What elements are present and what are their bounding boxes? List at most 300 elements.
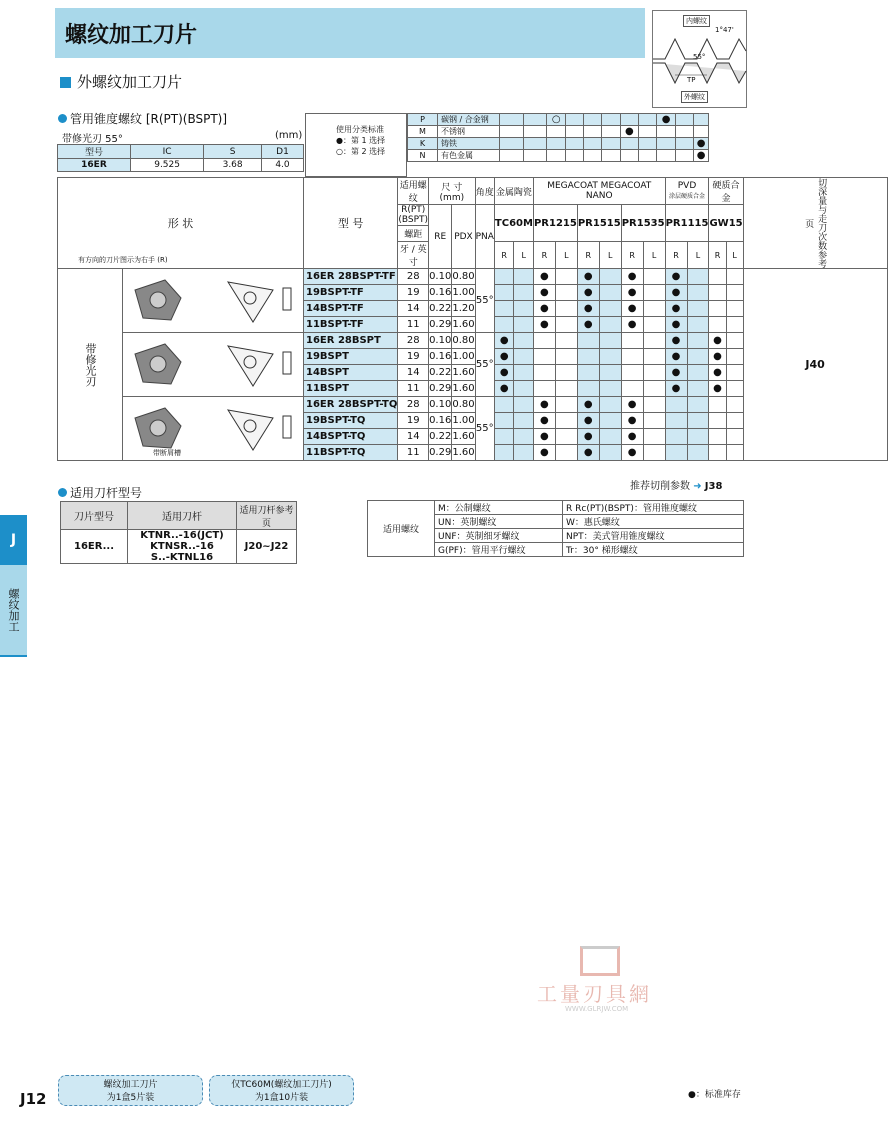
availability-dot xyxy=(577,397,599,413)
reference-page[interactable]: J40 xyxy=(743,269,887,461)
model-code: 19BSPT-TF xyxy=(306,287,364,298)
re-cell: 0.16 xyxy=(429,285,452,301)
re-cell: 0.29 xyxy=(429,317,452,333)
model-cell xyxy=(304,285,398,301)
pna-cell: 55° xyxy=(475,397,494,461)
grade-header: PR1215 xyxy=(533,205,577,242)
legend-item: Tr：30° 梯形螺纹 xyxy=(563,543,744,557)
size-header xyxy=(429,178,476,205)
availability-dot xyxy=(621,413,643,429)
availability-dot xyxy=(577,301,599,317)
section-subtitle xyxy=(60,71,182,92)
pdx-cell: 1.00 xyxy=(452,285,475,301)
availability-cell xyxy=(514,285,534,301)
model-code: 14BSPT xyxy=(306,367,349,378)
availability-dot xyxy=(494,381,514,397)
class-code: K xyxy=(408,138,438,150)
megacoat-header: MEGACOAT MEGACOAT NANO xyxy=(533,178,665,205)
dim-header: 型号 xyxy=(58,145,131,159)
thread-profile-diagram xyxy=(652,10,747,108)
pdx-cell: 1.20 xyxy=(452,301,475,317)
hand-r: R xyxy=(494,242,514,269)
availability-cell xyxy=(514,413,534,429)
holder-header: 适用刀杆 xyxy=(128,502,237,530)
availability-cell xyxy=(555,365,577,381)
re-cell: 0.16 xyxy=(429,349,452,365)
thread-header: 适用螺纹 xyxy=(398,178,429,205)
holder-list xyxy=(128,530,237,564)
availability-cell xyxy=(555,301,577,317)
pvd-sub-text: 涂层硬质合金 xyxy=(669,193,706,200)
model-code: 19BSPT-TQ xyxy=(306,415,366,426)
availability-cell xyxy=(643,269,665,285)
pna-header: PNA xyxy=(475,205,494,269)
pdx-cell: 1.60 xyxy=(452,429,475,445)
hand-l: L xyxy=(599,242,621,269)
availability-cell xyxy=(577,333,599,349)
availability-cell xyxy=(599,365,621,381)
model-code: 28BSPT-TF xyxy=(337,271,396,282)
availability-cell xyxy=(709,445,726,461)
thread-legend-table xyxy=(367,500,744,557)
circle-bullet-icon xyxy=(58,114,67,123)
holder-table xyxy=(60,501,297,564)
pna-cell: 55° xyxy=(475,333,494,397)
availability-cell xyxy=(687,365,709,381)
legend-item: NPT：美式管用锥度螺纹 xyxy=(563,529,744,543)
thread-sub-header: R(PT) (BSPT) xyxy=(398,205,429,225)
availability-cell xyxy=(726,301,743,317)
watermark-name: 工量刃具網 xyxy=(537,982,652,1006)
cermet-header: 金属陶瓷 xyxy=(494,178,533,205)
tab-divider xyxy=(0,655,27,657)
stock-legend: ●：标准库存 xyxy=(688,1090,741,1100)
pitch-cell: 14 xyxy=(398,365,429,381)
class-name: 碳钢 / 合金钢 xyxy=(437,114,499,126)
availability-cell xyxy=(599,349,621,365)
hand-l: L xyxy=(643,242,665,269)
availability-cell xyxy=(687,285,709,301)
availability-dot xyxy=(494,333,514,349)
insert-drawing xyxy=(123,334,303,392)
pitch-cell: 28 xyxy=(398,269,429,285)
grade-header: PR1535 xyxy=(621,205,665,242)
recommend-page: J38 xyxy=(704,481,723,492)
hand-l: L xyxy=(687,242,709,269)
availability-dot xyxy=(533,269,555,285)
availability-cell xyxy=(514,269,534,285)
page-header xyxy=(55,8,645,58)
re-cell: 0.29 xyxy=(429,381,452,397)
insert-drawing xyxy=(123,398,303,456)
availability-cell xyxy=(687,317,709,333)
availability-dot xyxy=(665,365,687,381)
availability-dot xyxy=(665,317,687,333)
holder-item: KTNSR..-16 xyxy=(150,541,214,552)
watermark-logo-icon xyxy=(580,946,620,976)
hand-r: R xyxy=(621,242,643,269)
availability-dot xyxy=(665,285,687,301)
class-code: M xyxy=(408,126,438,138)
holder-header: 刀片型号 xyxy=(61,502,128,530)
re-header: RE xyxy=(429,205,452,269)
insert-image-cell xyxy=(123,333,304,397)
availability-dot xyxy=(665,349,687,365)
shape-header-text: 形 状 xyxy=(167,217,194,230)
section-heading-text: 管用锥度螺纹 [R(PT)(BSPT)] xyxy=(70,112,228,126)
re-cell: 0.10 xyxy=(429,269,452,285)
legend-item: M：公制螺纹 xyxy=(435,501,563,515)
grade-header: TC60M xyxy=(494,205,533,242)
carbide-header: 硬质合金 xyxy=(709,178,743,205)
taper-angle-label: 1°47' xyxy=(715,26,734,34)
pdx-cell: 1.00 xyxy=(452,413,475,429)
size-header-text: 尺 寸 xyxy=(441,182,463,193)
availability-dot xyxy=(709,349,726,365)
availability-cell xyxy=(687,333,709,349)
model-code: 28BSPT-TQ xyxy=(337,399,398,410)
availability-cell xyxy=(665,397,687,413)
legend-item: G(PF)：管用平行螺纹 xyxy=(435,543,563,557)
availability-dot xyxy=(621,317,643,333)
model-cell xyxy=(304,429,398,445)
availability-cell xyxy=(555,429,577,445)
availability-cell xyxy=(643,397,665,413)
grade-header: GW15 xyxy=(709,205,743,242)
availability-cell xyxy=(555,269,577,285)
availability-dot xyxy=(577,445,599,461)
packaging-note-1 xyxy=(58,1075,203,1106)
classify-legend xyxy=(305,113,407,177)
holder-item: KTNR..-16(JCT) xyxy=(140,530,224,541)
availability-cell xyxy=(514,397,534,413)
re-cell: 0.22 xyxy=(429,365,452,381)
availability-cell xyxy=(621,365,643,381)
availability-cell xyxy=(599,413,621,429)
availability-cell xyxy=(709,285,726,301)
availability-cell xyxy=(643,301,665,317)
availability-dot xyxy=(577,269,599,285)
availability-cell xyxy=(494,285,514,301)
availability-dot xyxy=(533,429,555,445)
dim-cell: 16ER xyxy=(58,159,131,172)
availability-cell xyxy=(555,445,577,461)
availability-dot xyxy=(665,381,687,397)
availability-cell xyxy=(555,349,577,365)
angle-header: 角度 xyxy=(475,178,494,205)
model-code: 14BSPT-TQ xyxy=(306,431,366,442)
availability-cell xyxy=(555,413,577,429)
dim-cell: 9.525 xyxy=(130,159,203,172)
edge-note: 带修光刃 55° xyxy=(62,134,123,145)
availability-cell xyxy=(533,349,555,365)
model-prefix: 16ER xyxy=(306,399,335,410)
availability-dot xyxy=(494,365,514,381)
availability-cell xyxy=(599,301,621,317)
shape-header xyxy=(58,178,304,269)
pdx-cell: 0.80 xyxy=(452,269,475,285)
availability-cell xyxy=(577,381,599,397)
material-class-table xyxy=(407,113,709,162)
pdx-header: PDX xyxy=(452,205,475,269)
availability-cell xyxy=(514,445,534,461)
model-code: 28BSPT xyxy=(337,335,381,346)
availability-dot xyxy=(577,317,599,333)
availability-cell xyxy=(577,349,599,365)
availability-cell xyxy=(709,317,726,333)
holder-header: 适用刀杆参考页 xyxy=(237,502,297,530)
availability-cell xyxy=(533,365,555,381)
availability-cell xyxy=(726,285,743,301)
re-cell: 0.10 xyxy=(429,333,452,349)
first-choice-mark xyxy=(694,150,709,162)
pitch-cell: 19 xyxy=(398,349,429,365)
model-cell xyxy=(304,445,398,461)
dimension-table xyxy=(57,144,304,172)
model-code: 11BSPT xyxy=(306,383,349,394)
availability-cell xyxy=(494,445,514,461)
hand-l: L xyxy=(555,242,577,269)
availability-dot xyxy=(665,333,687,349)
holder-insert: 16ER... xyxy=(61,530,128,564)
availability-cell xyxy=(709,429,726,445)
availability-cell xyxy=(514,429,534,445)
section-heading xyxy=(58,110,227,127)
dim-header: D1 xyxy=(261,145,303,159)
classify-first: ●：第 1 选择 xyxy=(336,136,386,145)
availability-cell xyxy=(494,301,514,317)
re-cell: 0.29 xyxy=(429,445,452,461)
pitch-cell: 28 xyxy=(398,333,429,349)
availability-dot xyxy=(621,285,643,301)
availability-dot xyxy=(709,365,726,381)
tp-label: TP xyxy=(687,76,696,84)
availability-dot xyxy=(621,397,643,413)
availability-dot xyxy=(621,445,643,461)
pitch-header: 螺距 xyxy=(398,226,429,242)
pitch-cell: 11 xyxy=(398,317,429,333)
availability-cell xyxy=(709,301,726,317)
availability-cell xyxy=(726,413,743,429)
size-unit-text: (mm) xyxy=(439,192,465,203)
model-cell xyxy=(304,365,398,381)
pitch-cell: 14 xyxy=(398,429,429,445)
re-cell: 0.22 xyxy=(429,301,452,317)
model-code: 14BSPT-TF xyxy=(306,303,364,314)
availability-cell xyxy=(643,349,665,365)
pill-text: 为1盒10片装 xyxy=(254,1093,309,1103)
class-name: 不锈钢 xyxy=(437,126,499,138)
insert-grade-table xyxy=(57,177,888,461)
availability-cell xyxy=(643,365,665,381)
availability-cell xyxy=(643,285,665,301)
model-prefix: 16ER xyxy=(306,271,335,282)
availability-cell xyxy=(726,317,743,333)
insert-image-cell xyxy=(123,269,304,333)
model-cell xyxy=(304,413,398,429)
model-cell xyxy=(304,381,398,397)
first-choice-mark xyxy=(620,126,639,138)
availability-dot xyxy=(533,285,555,301)
availability-cell xyxy=(514,381,534,397)
availability-cell xyxy=(726,397,743,413)
re-cell: 0.10 xyxy=(429,397,452,413)
insert-drawing xyxy=(123,270,303,328)
availability-dot xyxy=(533,445,555,461)
availability-dot xyxy=(621,301,643,317)
availability-cell xyxy=(533,333,555,349)
availability-cell xyxy=(709,397,726,413)
availability-cell xyxy=(514,301,534,317)
hand-r: R xyxy=(577,242,599,269)
pna-cell: 55° xyxy=(475,269,494,333)
unit-label: (mm) xyxy=(275,130,303,141)
grade-header: PR1115 xyxy=(665,205,709,242)
model-code: 19BSPT xyxy=(306,351,349,362)
availability-cell xyxy=(599,317,621,333)
availability-cell xyxy=(726,445,743,461)
availability-cell xyxy=(533,381,555,397)
availability-dot xyxy=(665,269,687,285)
holder-item: S..-KTNL16 xyxy=(150,552,214,563)
pitch-cell: 11 xyxy=(398,381,429,397)
availability-cell xyxy=(599,285,621,301)
availability-dot xyxy=(533,397,555,413)
availability-cell xyxy=(643,333,665,349)
availability-cell xyxy=(621,349,643,365)
availability-cell xyxy=(514,365,534,381)
model-code: 11BSPT-TQ xyxy=(306,447,366,458)
availability-dot xyxy=(621,429,643,445)
model-prefix: 16ER xyxy=(306,335,335,346)
first-choice-mark xyxy=(657,114,676,126)
pitch-unit-header: 牙 / 英寸 xyxy=(398,242,429,269)
model-cell xyxy=(304,269,398,285)
recommend-link[interactable] xyxy=(630,477,722,492)
pdx-cell: 1.60 xyxy=(452,365,475,381)
first-choice-mark xyxy=(694,138,709,150)
watermark-url: WWW.GLRJW.COM xyxy=(565,1005,629,1013)
legend-item: UNF：英制细牙螺纹 xyxy=(435,529,563,543)
hand-l: L xyxy=(726,242,743,269)
availability-cell xyxy=(599,269,621,285)
availability-cell xyxy=(494,413,514,429)
availability-cell xyxy=(599,397,621,413)
re-cell: 0.22 xyxy=(429,429,452,445)
pdx-cell: 1.60 xyxy=(452,445,475,461)
availability-cell xyxy=(726,349,743,365)
availability-cell xyxy=(687,381,709,397)
pitch-cell: 28 xyxy=(398,397,429,413)
class-code: N xyxy=(408,150,438,162)
class-code: P xyxy=(408,114,438,126)
class-name: 有色金属 xyxy=(437,150,499,162)
legend-item: R Rc(PT)(BSPT)：管用锥度螺纹 xyxy=(563,501,744,515)
availability-cell xyxy=(514,349,534,365)
re-cell: 0.16 xyxy=(429,413,452,429)
circle-bullet-icon xyxy=(58,488,67,497)
availability-cell xyxy=(621,333,643,349)
insert-image-cell xyxy=(123,397,304,461)
thread-angle-label: 55° xyxy=(693,53,706,61)
packaging-note-2 xyxy=(209,1075,354,1106)
availability-dot xyxy=(533,301,555,317)
availability-cell xyxy=(494,429,514,445)
reference-page-header: 切深量与走刀次数参考页 xyxy=(743,178,887,269)
availability-cell xyxy=(687,445,709,461)
holder-heading xyxy=(58,484,142,501)
availability-cell xyxy=(555,381,577,397)
hand-l: L xyxy=(514,242,534,269)
availability-cell xyxy=(687,413,709,429)
pdx-cell: 0.80 xyxy=(452,397,475,413)
holder-heading-text: 适用刀杆型号 xyxy=(70,486,143,500)
pitch-cell: 14 xyxy=(398,301,429,317)
availability-dot xyxy=(533,317,555,333)
availability-cell xyxy=(514,317,534,333)
model-cell xyxy=(304,397,398,413)
pdx-cell: 0.80 xyxy=(452,333,475,349)
page-number: J12 xyxy=(20,1090,47,1108)
arrow-right-icon: ➜ xyxy=(693,481,702,492)
dim-header: IC xyxy=(130,145,203,159)
dim-cell: 4.0 xyxy=(261,159,303,172)
availability-cell xyxy=(599,381,621,397)
availability-dot xyxy=(621,269,643,285)
availability-cell xyxy=(643,413,665,429)
availability-cell xyxy=(709,413,726,429)
availability-cell xyxy=(687,349,709,365)
pitch-cell: 19 xyxy=(398,285,429,301)
availability-cell xyxy=(665,445,687,461)
dim-cell: 3.68 xyxy=(204,159,262,172)
availability-dot xyxy=(709,333,726,349)
availability-cell xyxy=(494,397,514,413)
model-cell xyxy=(304,349,398,365)
availability-dot xyxy=(577,413,599,429)
availability-cell xyxy=(514,333,534,349)
pdx-cell: 1.00 xyxy=(452,349,475,365)
availability-dot xyxy=(533,413,555,429)
model-cell xyxy=(304,301,398,317)
chapter-tab-letter[interactable]: J xyxy=(0,515,27,565)
hand-r: R xyxy=(709,242,726,269)
availability-cell xyxy=(494,317,514,333)
availability-cell xyxy=(621,381,643,397)
model-header: 型 号 xyxy=(304,178,398,269)
second-choice-mark xyxy=(547,114,566,126)
hand-r: R xyxy=(665,242,687,269)
external-thread-label: 外螺纹 xyxy=(681,91,708,103)
availability-dot xyxy=(577,285,599,301)
availability-cell xyxy=(494,269,514,285)
availability-cell xyxy=(555,397,577,413)
hand-r: R xyxy=(533,242,555,269)
pitch-cell: 11 xyxy=(398,445,429,461)
square-bullet-icon xyxy=(60,77,71,88)
availability-cell xyxy=(726,429,743,445)
availability-cell xyxy=(643,317,665,333)
chapter-tab-label[interactable]: 螺纹加工 xyxy=(0,565,27,655)
pvd-header-text: PVD xyxy=(677,181,697,191)
model-cell xyxy=(304,317,398,333)
legend-item: UN：英制螺纹 xyxy=(435,515,563,529)
availability-cell xyxy=(555,317,577,333)
availability-cell xyxy=(687,269,709,285)
grade-header: PR1515 xyxy=(577,205,621,242)
availability-cell xyxy=(665,429,687,445)
pill-text: 螺纹加工刀片 xyxy=(103,1080,158,1090)
